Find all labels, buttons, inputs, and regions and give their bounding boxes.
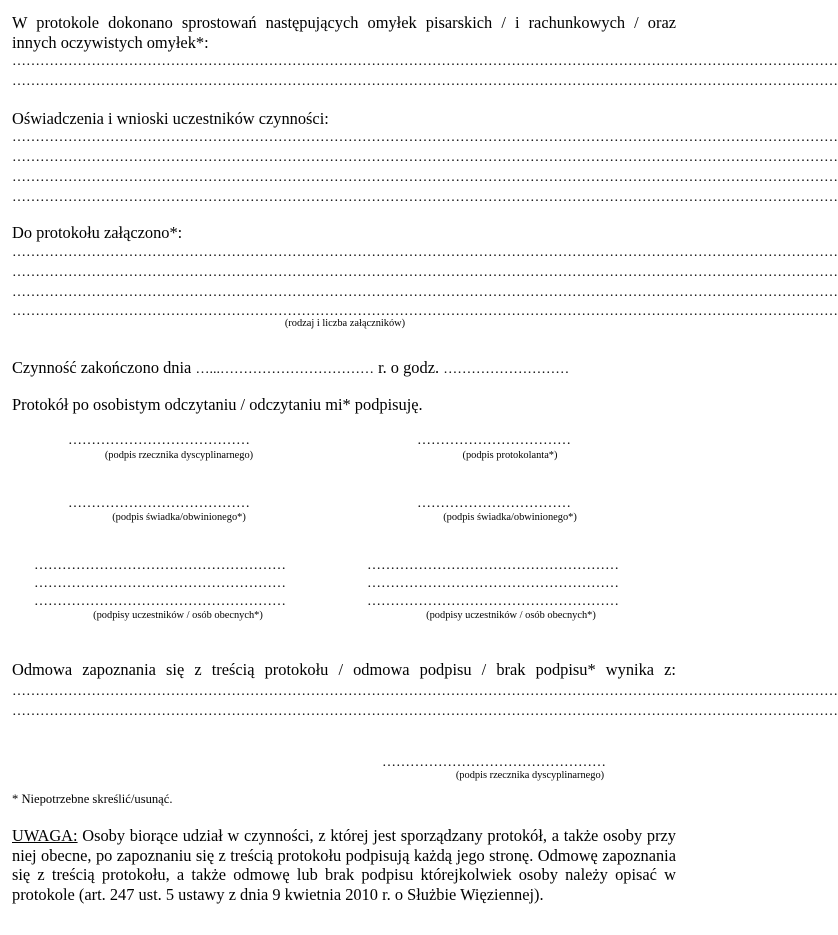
caption-disciplinary-spokesman: (podpis rzecznika dyscyplinarnego)	[104, 450, 254, 461]
signature-line-recorder[interactable]: ……………………………	[417, 433, 571, 448]
attachments-dotted-line-2[interactable]: ……………………………………………………………………………………………………………………………………………………………	[12, 265, 838, 280]
participants-left-line-2[interactable]: ………………………………………………	[34, 576, 286, 591]
caption-witness-left: (podpis świadka/obwinionego*)	[112, 512, 246, 523]
corrections-intro-line2: innych oczywistych omyłek*:	[12, 33, 209, 52]
corrections-dotted-line-2[interactable]: ……………………………………………………………………………………………………………………………………………………………	[12, 74, 838, 89]
statements-dotted-line-1[interactable]: ……………………………………………………………………………………………………………………………………………………………	[12, 130, 838, 145]
signature-line-witness-left[interactable]: …………………………………	[68, 496, 250, 511]
uwaga-text: Osoby biorące udział w czynności, z której jest sporządzany protokół, a także osoby przy niej obecne, po zapoznaniu się z treścią protokołu podpisują każdą jego stronę. Odmowę zapoznania się z treścią protokołu, a także odmowę lub brak podpisu którejkolwiek osoby należy opisać w protokole (art. 247 ust. 5 ustawy z dnia 9 kwietnia 2010 r. o Służbie Więziennej).	[12, 826, 676, 904]
caption-recorder: (podpis protokolanta*)	[462, 450, 558, 461]
statements-heading: Oświadczenia i wnioski uczestników czynności:	[12, 109, 329, 128]
uwaga-note	[12, 826, 676, 904]
signature-line-witness-right[interactable]: ……………………………	[417, 496, 571, 511]
participants-right-line-1[interactable]: ………………………………………………	[367, 558, 619, 573]
corrections-intro-line1: W protokole dokonano sprostowań następujących omyłek pisarskich / i rachunkowych / oraz	[12, 13, 676, 32]
caption-final-disciplinary-spokesman: (podpis rzecznika dyscyplinarnego)	[455, 770, 605, 781]
caption-participants-right: (podpisy uczestników / osób obecnych*)	[426, 610, 596, 621]
participants-right-line-2[interactable]: ………………………………………………	[367, 576, 619, 591]
attachments-caption: (rodzaj i liczba załączników)	[284, 318, 406, 329]
attachments-dotted-line-4[interactable]: ……………………………………………………………………………………………………………………………………………………………	[12, 304, 838, 319]
completion-middle: r. o godz.	[378, 358, 440, 377]
corrections-dotted-line-1[interactable]: ……………………………………………………………………………………………………………………………………………………………	[12, 54, 838, 69]
participants-right-line-3[interactable]: ………………………………………………	[367, 594, 619, 609]
statements-dotted-line-3[interactable]: ……………………………………………………………………………………………………………………………………………………………	[12, 170, 838, 185]
attachments-dotted-line-1[interactable]: ……………………………………………………………………………………………………………………………………………………………	[12, 245, 838, 260]
uwaga-label: UWAGA:	[12, 826, 78, 845]
refusal-dotted-line-1[interactable]: ……………………………………………………………………………………………………………………………………………………………	[12, 684, 838, 699]
completion-date-field[interactable]: …...……………………………	[195, 362, 374, 377]
refusal-text: Odmowa zapoznania się z treścią protokołu / odmowa podpisu / brak podpisu* wynika z:	[12, 660, 676, 679]
statements-dotted-line-2[interactable]: ……………………………………………………………………………………………………………………………………………………………	[12, 150, 838, 165]
attachments-heading: Do protokołu załączono*:	[12, 223, 183, 242]
completion-prefix: Czynność zakończono dnia	[12, 358, 192, 377]
signature-line-disciplinary-spokesman[interactable]: …………………………………	[68, 433, 250, 448]
attachments-dotted-line-3[interactable]: ……………………………………………………………………………………………………………………………………………………………	[12, 285, 838, 300]
caption-participants-left: (podpisy uczestników / osób obecnych*)	[93, 610, 263, 621]
refusal-dotted-line-2[interactable]: ……………………………………………………………………………………………………………………………………………………………	[12, 704, 838, 719]
caption-witness-right: (podpis świadka/obwinionego*)	[443, 512, 577, 523]
statements-dotted-line-4[interactable]: ……………………………………………………………………………………………………………………………………………………………	[12, 190, 838, 205]
read-statement: Protokół po osobistym odczytaniu / odczytaniu mi* podpisuję.	[12, 395, 423, 414]
participants-left-line-3[interactable]: ………………………………………………	[34, 594, 286, 609]
signature-line-final-disciplinary-spokesman[interactable]: …………………………………………	[382, 755, 606, 770]
completion-time-field[interactable]: ………………………	[443, 362, 570, 377]
completion-line	[12, 358, 569, 378]
participants-left-line-1[interactable]: ………………………………………………	[34, 558, 286, 573]
footnote: * Niepotrzebne skreślić/usunąć.	[12, 792, 173, 806]
